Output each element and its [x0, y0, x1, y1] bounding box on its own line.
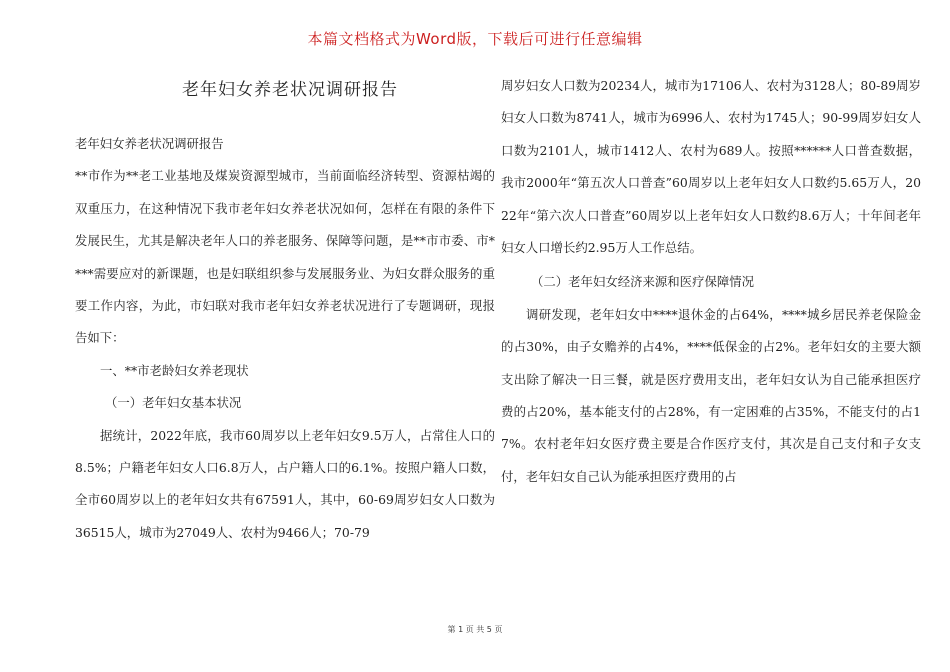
statistics-continued-paragraph: 周岁妇女人口数为20234人，城市为17106人、农村为3128人；80-89周岁妇女人口数为8741人，城市为6996人、农村为1745人；90-99周岁妇女人口数为2101人，城市1412人、农村为689人。按照******人口普查数据，我市2000年“第五次人口普查”60周岁以上老年妇女人口数约5.65万人，2022年“第六次人口普查”60周岁以上老年妇女人口数约8.6万人；十年间老年妇女人口增长约2.95万人工作总结。 — [501, 78, 921, 256]
section-heading-1: 一、**市老龄妇女养老现状 — [100, 362, 249, 378]
document-title: 老年妇女养老状况调研报告 — [182, 80, 398, 100]
subtitle-paragraph: 老年妇女养老状况调研报告 — [75, 136, 224, 151]
page-number: 第 1 页 共 5 页 — [447, 625, 503, 634]
statistics-paragraph: 据统计，2022年底，我市60周岁以上老年妇女9.5万人，占常住人口的8.5%；户籍老年妇女人口6.8万人，占户籍人口的6.1%。按照户籍人口数，全市60周岁以上的老年妇女共有67591人，其中，60-69周岁妇女人口数为36515人，城市为27049人、农村为9466人；70-79 — [75, 427, 495, 540]
intro-paragraph: **市作为**老工业基地及煤炭资源型城市，当前面临经济转型、资源枯竭的双重压力，在这种情况下我市老年妇女养老状况如何，怎样在有限的条件下发展民生，尤其是解决老年人口的养老服务、保障等问题，是**市市委、市****需要应对的新课题，也是妇联组织参与发展服务业、为妇女群众服务的重要工作内容，为此，市妇联对我市老年妇女养老状况进行了专题调研，现报告如下： — [75, 168, 495, 346]
subsection-heading-2: （二）老年妇女经济来源和医疗保障情况 — [531, 274, 755, 290]
subsection-heading-1: （一）老年妇女基本状况 — [105, 395, 242, 411]
left-column — [75, 70, 495, 549]
download-banner: 本篇文档格式为Word版，下载后可进行任意编辑 — [307, 30, 643, 48]
right-column — [501, 70, 921, 493]
economic-paragraph: 调研发现，老年妇女中****退休金的占64%，****城乡居民养老保险金的占30%，由子女赡养的占4%，****低保金的占2%。老年妇女的主要大额支出除了解决一日三餐，就是医疗费用支出，老年妇女认为自己能承担医疗费的占20%，基本能支付的占28%，有一定困难的占35%，不能支付的占17%。农村老年妇女医疗费主要是合作医疗支付，其次是自己支付和子女支付，老年妇女自己认为能承担医疗费用的占 — [501, 306, 921, 484]
